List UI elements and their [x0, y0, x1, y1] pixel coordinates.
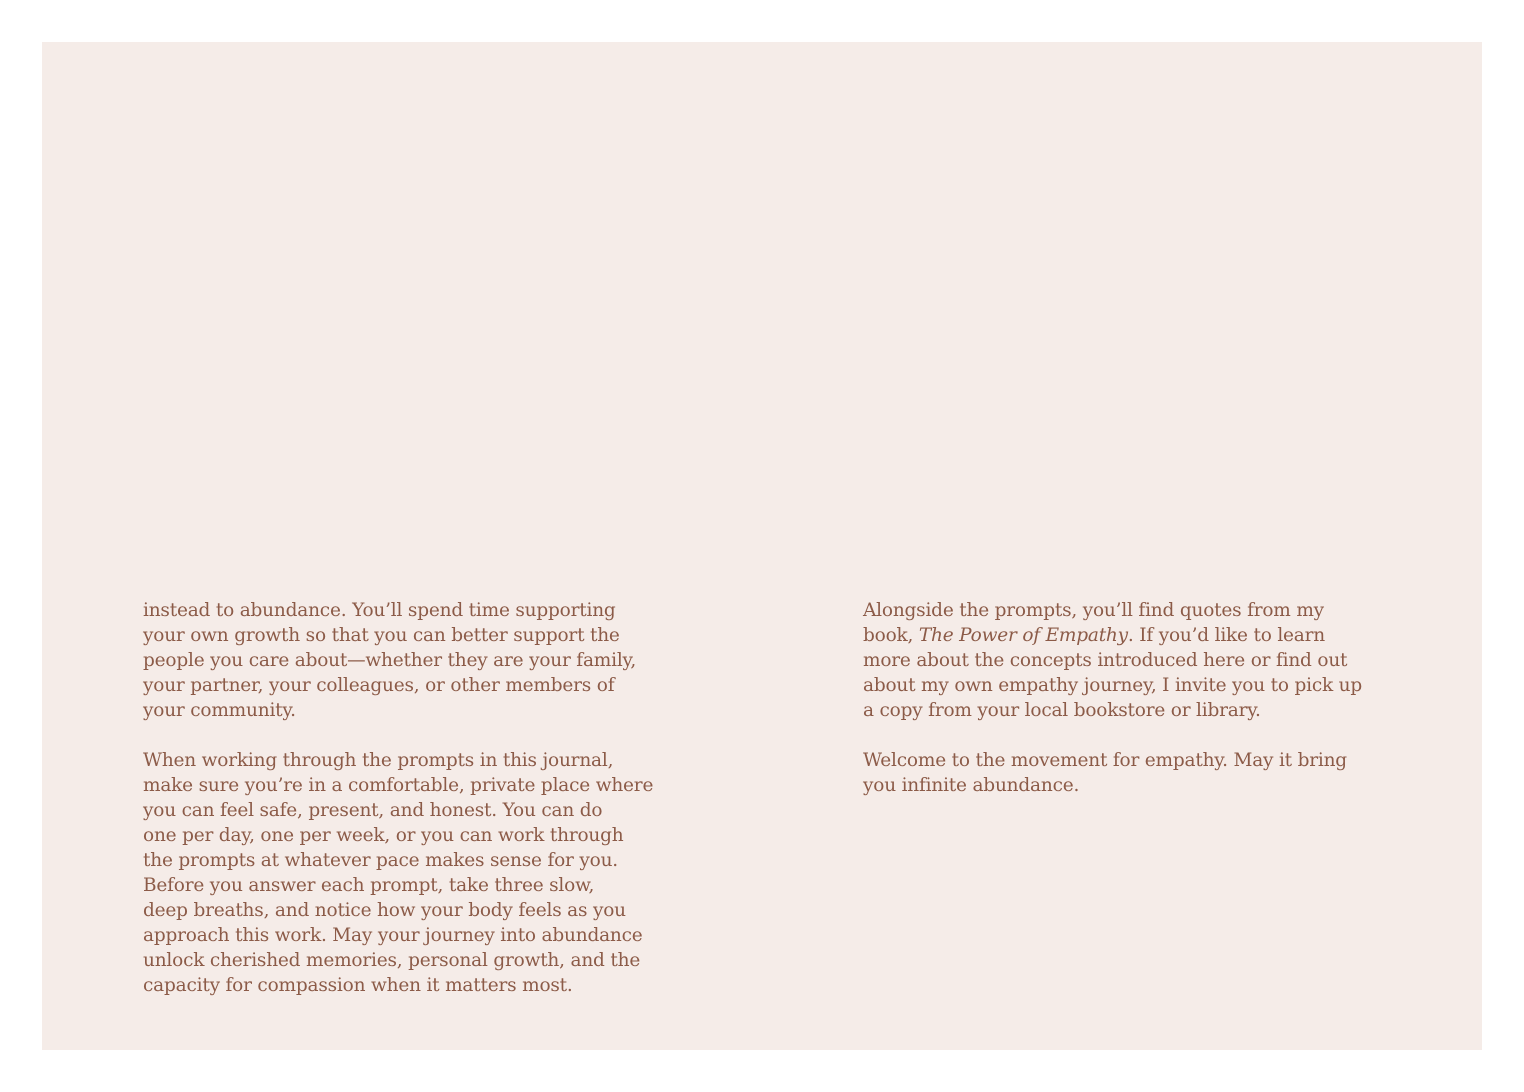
- text-fragment: book,: [863, 625, 919, 646]
- right-page-text: [863, 598, 1403, 823]
- text-line: capacity for compassion when it matters most.: [143, 975, 573, 996]
- text-line: one per day, one per week, or you can work through: [143, 825, 624, 846]
- text-line: a copy from your local bookstore or library.: [863, 700, 1261, 721]
- text-line: approach this work. May your journey into abundance: [143, 925, 643, 946]
- text-line: people you care about—whether they are your family,: [143, 650, 637, 671]
- text-line-with-book-title: [863, 623, 1403, 648]
- book-title: The Power of Empathy: [918, 625, 1128, 646]
- text-line: instead to abundance. You’ll spend time supporting: [143, 600, 616, 621]
- text-line: the prompts at whatever pace makes sense for you.: [143, 850, 618, 871]
- text-line: Before you answer each prompt, take three slow,: [143, 875, 595, 896]
- text-line: Alongside the prompts, you’ll find quotes from my: [863, 600, 1324, 621]
- text-line: your partner, your colleagues, or other members of: [143, 675, 615, 696]
- text-line: you can feel safe, present, and honest. You can do: [143, 800, 603, 821]
- text-line: make sure you’re in a comfortable, private place where: [143, 775, 654, 796]
- left-paragraph-1: [143, 598, 683, 723]
- text-line: you infinite abundance.: [863, 775, 1080, 796]
- text-line: more about the concepts introduced here or find out: [863, 650, 1348, 671]
- text-line: When working through the prompts in this journal,: [143, 750, 614, 771]
- text-line: unlock cherished memories, personal growth, and the: [143, 950, 641, 971]
- text-line: Welcome to the movement for empathy. May it bring: [863, 750, 1347, 771]
- text-line: your own growth so that you can better support the: [143, 625, 620, 646]
- text-line: deep breaths, and notice how your body feels as you: [143, 900, 626, 921]
- text-line: your community.: [143, 700, 296, 721]
- text-line: about my own empathy journey, I invite you to pick up: [863, 675, 1363, 696]
- book-spread: [42, 42, 1482, 1050]
- left-page-text: [143, 598, 683, 1023]
- right-paragraph-1: [863, 598, 1403, 723]
- text-fragment: . If you’d like to learn: [1127, 625, 1325, 646]
- left-paragraph-2: [143, 748, 683, 998]
- right-paragraph-2: [863, 748, 1403, 798]
